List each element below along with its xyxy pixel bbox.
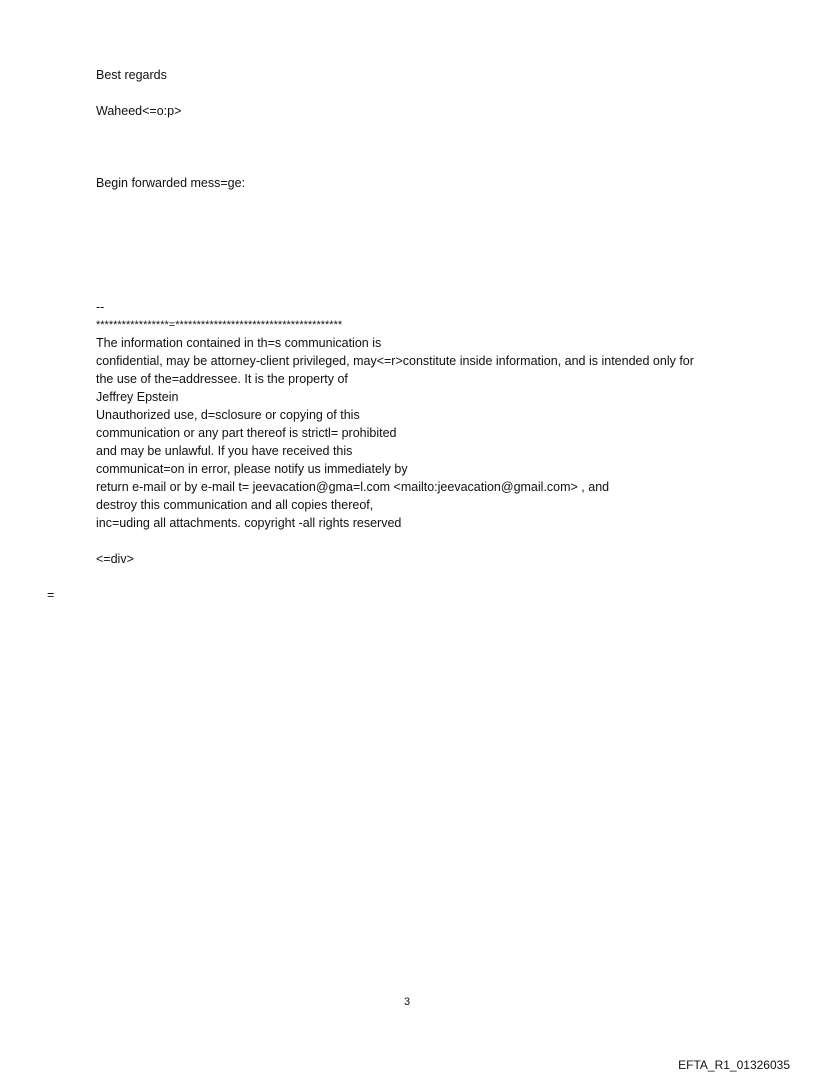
disclaimer-line: destroy this communication and all copies thereof, (96, 498, 374, 512)
disclaimer-line: Unauthorized use, d=sclosure or copying of this (96, 408, 360, 422)
forwarded-message-header: Begin forwarded mess=ge: (96, 176, 246, 190)
trailing-equals: = (47, 588, 55, 602)
signature-line: Waheed<=o:p> (96, 104, 182, 118)
disclaimer-line: The information contained in th=s communication is (96, 336, 382, 350)
disclaimer-line: the use of the=addressee. It is the property of (96, 372, 348, 386)
disclaimer-line: confidential, may be attorney-client privileged, may<=r>constitute inside information, and is intended only for (96, 354, 694, 368)
disclaimer-line: inc=uding all attachments. copyright -all rights reserved (96, 516, 402, 530)
div-tag-line: <=div> (96, 552, 134, 566)
separator-stars: *****************=*************************************** (96, 319, 343, 331)
disclaimer-line: Jeffrey Epstein (96, 390, 179, 404)
separator-dashes: -- (96, 300, 105, 314)
disclaimer-line: communicat=on in error, please notify us immediately by (96, 462, 408, 476)
disclaimer-line: and may be unlawful. If you have received this (96, 444, 353, 458)
document-id: EFTA_R1_01326035 (678, 1058, 790, 1072)
page-number: 3 (404, 996, 411, 1008)
closing-line: Best regards (96, 68, 167, 82)
disclaimer-line: communication or any part thereof is strictl= prohibited (96, 426, 397, 440)
disclaimer-line: return e-mail or by e-mail t= jeevacation@gma=l.com <mailto:jeevacation@gmail.com> , and (96, 480, 610, 494)
